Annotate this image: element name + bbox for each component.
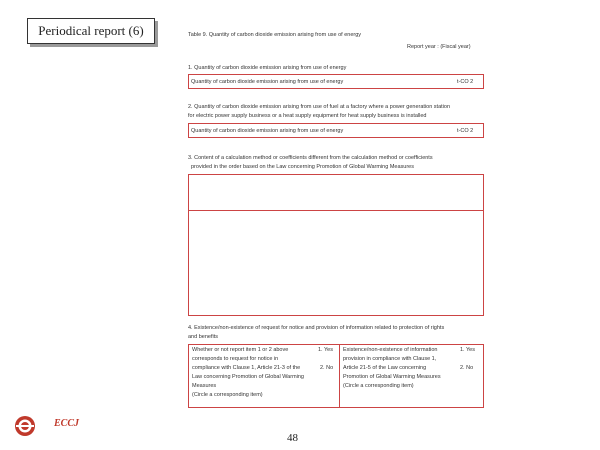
section1-unit: t-CO 2 [457, 79, 474, 85]
section3-heading-line2: provided in the order based on the Law concerning Promotion of Global Warming Measures [191, 164, 414, 170]
left-cell-line: Whether or not report item 1 or 2 above [192, 347, 289, 353]
right-cell-line: Existence/non-existence of information [343, 347, 438, 353]
right-cell-line: Promotion of Global Warming Measures [343, 374, 441, 380]
section4-right-cell [343, 346, 463, 391]
section4-heading-line2: and benefits [188, 334, 218, 340]
section3-heading-line1: 3. Content of a calculation method or coefficients different from the calculation method or coefficients [188, 155, 433, 161]
right-cell-line: Article 21-5 of the Law concerning [343, 365, 427, 371]
section1-row-label: Quantity of carbon dioxide emission arising from use of energy [191, 79, 344, 85]
section4-left-cell [192, 346, 312, 400]
report-year: Report year : (Fiscal year) [407, 44, 471, 50]
logo-text: ECCJ [54, 418, 80, 429]
left-cell-line: (Circle a corresponding item) [192, 392, 263, 398]
section2-row-label: Quantity of carbon dioxide emission arising from use of energy [191, 128, 344, 134]
slide-title: Periodical report (6) [27, 18, 155, 44]
left-cell-line: Law concerning Promotion of Global Warming [192, 374, 304, 380]
left-cell-line: compliance with Clause 1, Article 21-3 of the [192, 365, 301, 371]
right-cell-line: (Circle a corresponding item) [343, 383, 414, 389]
left-cell-line: corresponds to request for notice in [192, 356, 279, 362]
section2-heading-line1: 2. Quantity of carbon dioxide emission arising from use of fuel at a factory where a power generation station [188, 104, 451, 110]
table-title: Table 9. Quantity of carbon dioxide emission arising from use of energy [188, 32, 362, 38]
section4-column-divider [339, 344, 340, 408]
section3-divider [188, 210, 484, 211]
section2-unit: t-CO 2 [457, 128, 474, 134]
eccj-logo-icon [14, 415, 36, 437]
right-cell-line: provision in compliance with Clause 1, [343, 356, 437, 362]
section3-box [188, 174, 484, 316]
right-no-option[interactable]: 2. No [460, 365, 474, 371]
right-yes-option[interactable]: 1. Yes [460, 347, 475, 353]
left-cell-line: Measures [192, 383, 217, 389]
page-number: 48 [287, 432, 298, 444]
left-yes-option[interactable]: 1. Yes [318, 347, 333, 353]
section1-heading: 1. Quantity of carbon dioxide emission arising from use of energy [188, 65, 347, 71]
left-no-option[interactable]: 2. No [320, 365, 334, 371]
section4-heading-line1: 4. Existence/non-existence of request for notice and provision of information related to protection of rights [188, 325, 445, 331]
section2-heading-line2: for electric power supply business or a heat supply equipment for heat supply business is installed [188, 113, 427, 119]
